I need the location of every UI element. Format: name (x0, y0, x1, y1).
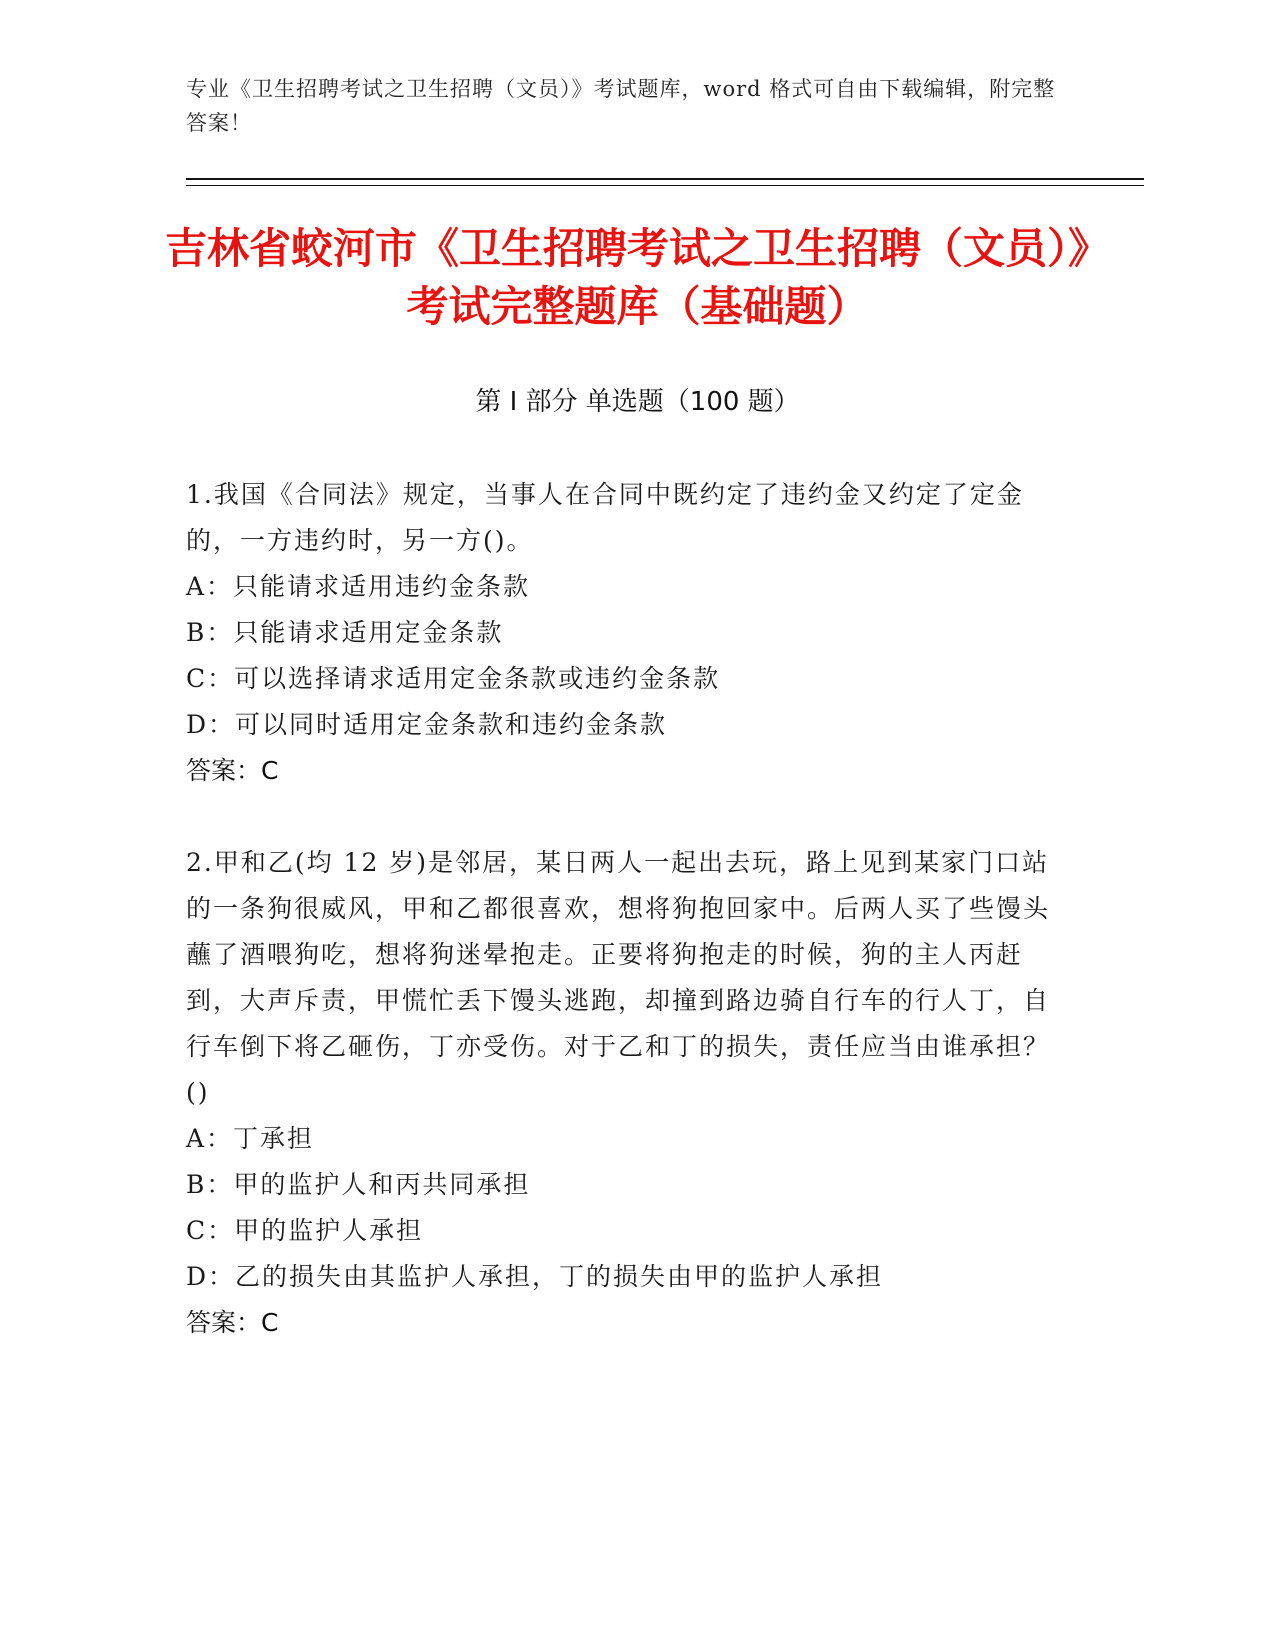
option-a: A：丁承担 (186, 1124, 315, 1153)
header-note: 专业《卫生招聘考试之卫生招聘（文员）》考试题库，word 格式可自由下载编辑，附完整答案！ (186, 77, 1056, 135)
question-1 (186, 472, 1066, 794)
header-divider-thick (186, 178, 1144, 180)
option-c: C：甲的监护人承担 (186, 1216, 424, 1245)
option-c: C：可以选择请求适用定金条款或违约金条款 (186, 664, 721, 693)
answer: 答案：C (186, 1308, 279, 1337)
question-stem: 2.甲和乙(均 12 岁)是邻居，某日两人一起出去玩，路上见到某家门口站的一条狗很威风，甲和乙都很喜欢，想将狗抱回家中。后两人买了些馒头蘸了酒喂狗吃，想将狗迷晕抱走。正要将狗抱走的时候，狗的主人丙赶到，大声斥责，甲慌忙丢下馒头逃跑，却撞到路边骑自行车的行人丁，自行车倒下将乙砸伤，丁亦受伤。对于乙和丁的损失，责任应当由谁承担？() (186, 848, 1051, 1107)
document-title: 吉林省蛟河市《卫生招聘考试之卫生招聘（文员）》考试完整题库（基础题） (164, 224, 1110, 331)
option-b: B：只能请求适用定金条款 (186, 618, 504, 647)
option-d: D：乙的损失由其监护人承担，丁的损失由甲的监护人承担 (186, 1262, 884, 1291)
question-2 (186, 840, 1066, 1346)
option-a: A：只能请求适用违约金条款 (186, 572, 531, 601)
answer: 答案：C (186, 756, 279, 785)
option-d: D：可以同时适用定金条款和违约金条款 (186, 710, 668, 739)
header-divider-thin (186, 185, 1144, 186)
question-stem: 1.我国《合同法》规定，当事人在合同中既约定了违约金又约定了定金的，一方违约时，另一方()。 (186, 480, 1024, 555)
option-b: B：甲的监护人和丙共同承担 (186, 1170, 531, 1199)
section-heading: 第 I 部分 单选题（100 题） (475, 387, 800, 417)
